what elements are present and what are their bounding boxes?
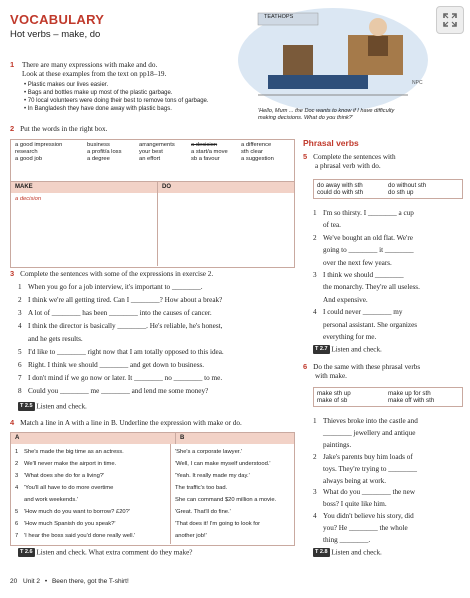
page-subtitle: Hot verbs – make, do: [10, 29, 101, 40]
column-b-header: B: [176, 433, 294, 444]
word-item[interactable]: a good job: [15, 156, 43, 163]
list-item: [313, 511, 465, 523]
phrase-item: do without sth: [388, 182, 427, 189]
list-item: [313, 476, 465, 488]
list-item: [18, 385, 296, 398]
list-item: [18, 294, 296, 307]
list-item: [313, 207, 465, 219]
word-item[interactable]: business: [87, 142, 110, 148]
list-item: [313, 452, 465, 464]
ex3-listen: T 2.5 Listen and check.: [20, 402, 87, 411]
make-column-header: MAKE: [11, 182, 158, 193]
ex6-phrase-box: [313, 387, 463, 407]
item-number: 1: [15, 449, 19, 455]
list-item: [18, 346, 296, 359]
exercise-3-instruction: 3 Complete the sentences with some of the expressions in exercise 2.: [10, 269, 214, 278]
word-item[interactable]: research: [15, 149, 38, 156]
item-number: [313, 244, 323, 256]
item-number: 7: [18, 374, 22, 382]
item-number: 1: [18, 283, 22, 291]
item-number: [313, 281, 323, 293]
list-item: [18, 333, 296, 346]
phrase-item: do sth up: [388, 189, 414, 197]
ex1-line-1: There are many expressions with make and do.: [21, 61, 158, 69]
item-text: Right. I think we should ________ and get down to business.: [28, 361, 205, 369]
word-item[interactable]: sth clear: [241, 149, 263, 156]
list-item: [18, 281, 296, 294]
match-b-row: 'Well, I can make myself understood.': [175, 461, 271, 467]
phrase-item: could do with sth: [317, 189, 364, 197]
exercise-5-items: [313, 207, 465, 343]
item-number: [313, 440, 323, 452]
illustration-sign: TEATHOPS: [264, 14, 294, 20]
item-number: [313, 464, 323, 476]
item-number: 7: [15, 533, 19, 539]
ex6-listen: T 2.8 Listen and check.: [315, 548, 382, 557]
exercise-5: 5 Complete the sentences with a phrasal verb with do.: [303, 152, 396, 171]
item-text: the monarchy. They're all useless.: [323, 283, 420, 292]
item-number: 2: [18, 296, 22, 304]
word-item[interactable]: arrangements: [139, 142, 175, 148]
item-text: I think we should ________: [323, 271, 404, 280]
match-b-row: 'She's a corporate lawyer.': [175, 449, 243, 455]
item-number: [313, 476, 323, 488]
list-item: [313, 319, 465, 331]
column-a-header: A: [11, 433, 176, 444]
item-text: paintings.: [323, 440, 352, 449]
expand-icon: [443, 13, 457, 27]
exercise-3-items: [18, 281, 296, 398]
ex4-listen: T 2.6 Listen and check. What extra comment do they make?: [20, 548, 193, 557]
bullet-item: • Bags and bottles make up most of the plastic garbage.: [24, 90, 173, 97]
list-item: [313, 487, 465, 499]
phrase-item: make of sb: [317, 397, 348, 405]
track-badge[interactable]: T 2.7: [313, 345, 330, 354]
list-item: [18, 359, 296, 372]
match-b-row: 'Great. That'll do fine.': [175, 509, 231, 515]
list-item: [313, 499, 465, 511]
ex5-listen: T 2.7 Listen and check.: [315, 345, 382, 354]
match-a-row: [15, 470, 170, 482]
list-item: [313, 269, 465, 281]
list-item: [313, 535, 465, 547]
match-b-row: another job!': [175, 533, 207, 539]
item-text: I'm so thirsty. I ________ a cup: [323, 209, 414, 217]
word-item[interactable]: a degree: [87, 156, 110, 163]
track-badge[interactable]: T 2.6: [18, 548, 35, 557]
list-item: [18, 307, 296, 320]
ex5-phrase-box: [313, 179, 463, 199]
item-number: 3: [15, 473, 19, 479]
word-item[interactable]: a start/a move: [191, 149, 228, 156]
match-b-row: The traffic's too bad.: [175, 485, 228, 491]
list-item: [313, 219, 465, 231]
list-item: [313, 281, 465, 293]
item-number: 8: [18, 387, 22, 395]
exercise-2-instruction: 2 Put the words in the right box.: [10, 124, 108, 133]
match-b-row: She can command $20 million a movie.: [175, 497, 277, 503]
list-item: [313, 294, 465, 306]
match-a-row: [15, 506, 170, 518]
bullet-item: • Plastic makes our lives easier.: [24, 82, 109, 89]
track-badge[interactable]: T 2.5: [18, 402, 35, 411]
item-text: Thieves broke into the castle and: [323, 417, 418, 425]
match-a-row: [15, 494, 170, 506]
item-number: [313, 294, 323, 306]
list-item: [18, 372, 296, 385]
item-number: [313, 499, 323, 511]
page-footer: 20 Unit 2 • Been there, got the T-shirt!: [10, 578, 129, 585]
item-number: [18, 333, 28, 346]
item-text: 'I hear the boss said you'd done really well.': [24, 533, 136, 539]
item-number: 4: [313, 308, 317, 317]
item-number: 6: [18, 361, 22, 369]
item-number: 2: [15, 461, 19, 467]
match-a-row: [15, 482, 170, 494]
word-box: [10, 139, 295, 183]
list-item: [313, 416, 465, 428]
item-text: I'd like to ________ right now that I am totally opposed to this idea.: [28, 348, 224, 356]
item-text: We've bought an old flat. We're: [323, 233, 413, 242]
list-item: [313, 306, 465, 318]
match-a-row: [15, 446, 170, 458]
cartoon-illustration: [228, 5, 438, 115]
expand-button[interactable]: [436, 6, 464, 34]
item-number: [313, 428, 323, 440]
item-number: 6: [15, 521, 19, 527]
exercise-6: 6 Do the same with these phrasal verbs with make.: [303, 362, 421, 381]
item-text: She's made the big time as an actress.: [24, 449, 124, 455]
item-number: 2: [313, 452, 317, 461]
do-column-input[interactable]: [158, 193, 294, 266]
list-item: [313, 232, 465, 244]
word-item[interactable]: a suggestion: [241, 156, 274, 163]
item-number: 5: [18, 348, 22, 356]
match-table: [10, 432, 295, 546]
phrase-item: make up for sth: [388, 390, 431, 397]
word-item[interactable]: your best: [139, 149, 163, 156]
item-text: Jake's parents buy him loads of: [323, 452, 413, 461]
bullet-item: • In Bangladesh they have done away with plastic bags.: [24, 106, 172, 113]
phrase-item: make sth up: [317, 390, 351, 397]
match-b-row: 'That does it! I'm going to look for: [175, 521, 261, 527]
item-number: [313, 257, 323, 269]
list-item: [18, 320, 296, 333]
item-number: 4: [313, 512, 317, 521]
item-text: What do you ________ the new: [323, 488, 416, 497]
item-text: I don't mind if we go now or later. It ________ no ________ to me.: [28, 374, 223, 382]
bullet-item: • 70 local volunteers were doing their best to remove tons of garbage.: [24, 98, 209, 105]
list-item: [313, 331, 465, 343]
illustration-credit: NPC: [412, 80, 423, 86]
word-item[interactable]: sb a favour: [191, 156, 220, 163]
item-number: 1: [313, 209, 317, 217]
item-text: and work weekends.': [24, 497, 78, 503]
ex1-line-2: Look at these examples from the text on pp18–19.: [22, 70, 167, 79]
item-number: 1: [313, 417, 317, 425]
item-text: I think we're all getting tired. Can I ________? How about a break?: [28, 296, 223, 304]
item-text: And expensive.: [323, 295, 368, 304]
item-text: Could you ________ me ________ and lend me some money?: [28, 387, 209, 395]
match-a-row: [15, 530, 170, 542]
item-text: A lot of ________ has been ________ into the causes of cancer.: [28, 309, 212, 317]
phrasal-verbs-heading: Phrasal verbs: [303, 138, 359, 148]
item-text: I think the director is basically ________. He's reliable, he's honest,: [28, 322, 223, 330]
page-title: VOCABULARY: [10, 12, 105, 27]
make-example[interactable]: a decision: [15, 196, 42, 202]
list-item: [313, 257, 465, 269]
item-text: always being at work.: [323, 476, 387, 485]
item-text: 'You'll all have to do more overtime: [24, 485, 114, 491]
exercise-6-items: [313, 416, 465, 547]
item-number: [313, 219, 323, 231]
item-number: 3: [313, 271, 317, 280]
track-badge[interactable]: T 2.8: [313, 548, 330, 557]
match-a-row: [15, 518, 170, 530]
item-text: toys. They're trying to ________: [323, 464, 417, 473]
word-item[interactable]: a good impression: [15, 142, 63, 148]
word-item[interactable]: a profit/a loss: [87, 149, 122, 156]
item-number: 3: [18, 309, 22, 317]
item-text: you? He ________ the whole: [323, 524, 408, 533]
item-text: thing ________.: [323, 536, 371, 545]
item-number: [313, 523, 323, 535]
page-number: 20: [10, 578, 18, 585]
item-number: 5: [15, 509, 19, 515]
illustration-caption: 'Hello, Mum ... the Doc wants to know if I have difficulty making decisions. What do you think?': [258, 108, 395, 121]
item-text: 'What does she do for a living?': [24, 473, 105, 479]
word-item[interactable]: a difference: [241, 142, 272, 148]
phrase-item: make off with sth: [388, 397, 435, 405]
match-b-row: 'Yeah. It really made my day.': [175, 473, 250, 479]
list-item: [313, 464, 465, 476]
item-text: We'll never make the airport in time.: [24, 461, 117, 467]
item-text: I could never ________ my: [323, 308, 403, 317]
phrase-item: do away with sth: [317, 182, 363, 189]
word-item[interactable]: an effort: [139, 156, 161, 163]
match-a-row: [15, 458, 170, 470]
list-item: [313, 523, 465, 535]
exercise-4-instruction: 4 Match a line in A with a line in B. Underline the expression with make or do.: [10, 418, 242, 427]
list-item: [313, 244, 465, 256]
item-number: 2: [313, 233, 317, 242]
item-number: 4: [15, 485, 19, 491]
item-number: [313, 319, 323, 331]
item-text: When you go for a job interview, it's important to ________.: [28, 283, 203, 291]
do-column-header: DO: [158, 182, 294, 193]
item-text: everything for me.: [323, 333, 377, 342]
make-do-table: [10, 181, 295, 268]
exercise-1: 1 There are many expressions with make and do. Look at these examples from the text on pp18–19. • Plastic makes our lives easier. • Bags and bottles make up most of the plastic garbage. • 70 local volunteers were doing their best to remove tons of garbage. • In Bangladesh they have done away with plastic bags.: [10, 60, 240, 113]
item-text: of tea.: [323, 221, 341, 230]
item-text: personal assistant. She organizes: [323, 320, 418, 329]
item-text: You didn't believe his story, did: [323, 512, 414, 521]
item-text: boss? I quite like him.: [323, 500, 387, 509]
item-text: over the next few years.: [323, 258, 392, 267]
item-number: 4: [18, 322, 22, 330]
item-text: 'How much do you want to borrow? £20?': [24, 509, 130, 515]
list-item: [313, 440, 465, 452]
list-item: [313, 428, 465, 440]
word-item[interactable]: a decision: [191, 142, 218, 148]
item-text: going to ________ it ________: [323, 246, 414, 255]
item-text: ________ jewellery and antique: [323, 428, 416, 437]
item-number: [313, 331, 323, 343]
item-text: 'How much Spanish do you speak?': [24, 521, 116, 527]
item-number: [15, 494, 24, 506]
item-text: and he gets results.: [28, 335, 83, 343]
item-number: [313, 535, 323, 547]
item-number: 3: [313, 488, 317, 497]
